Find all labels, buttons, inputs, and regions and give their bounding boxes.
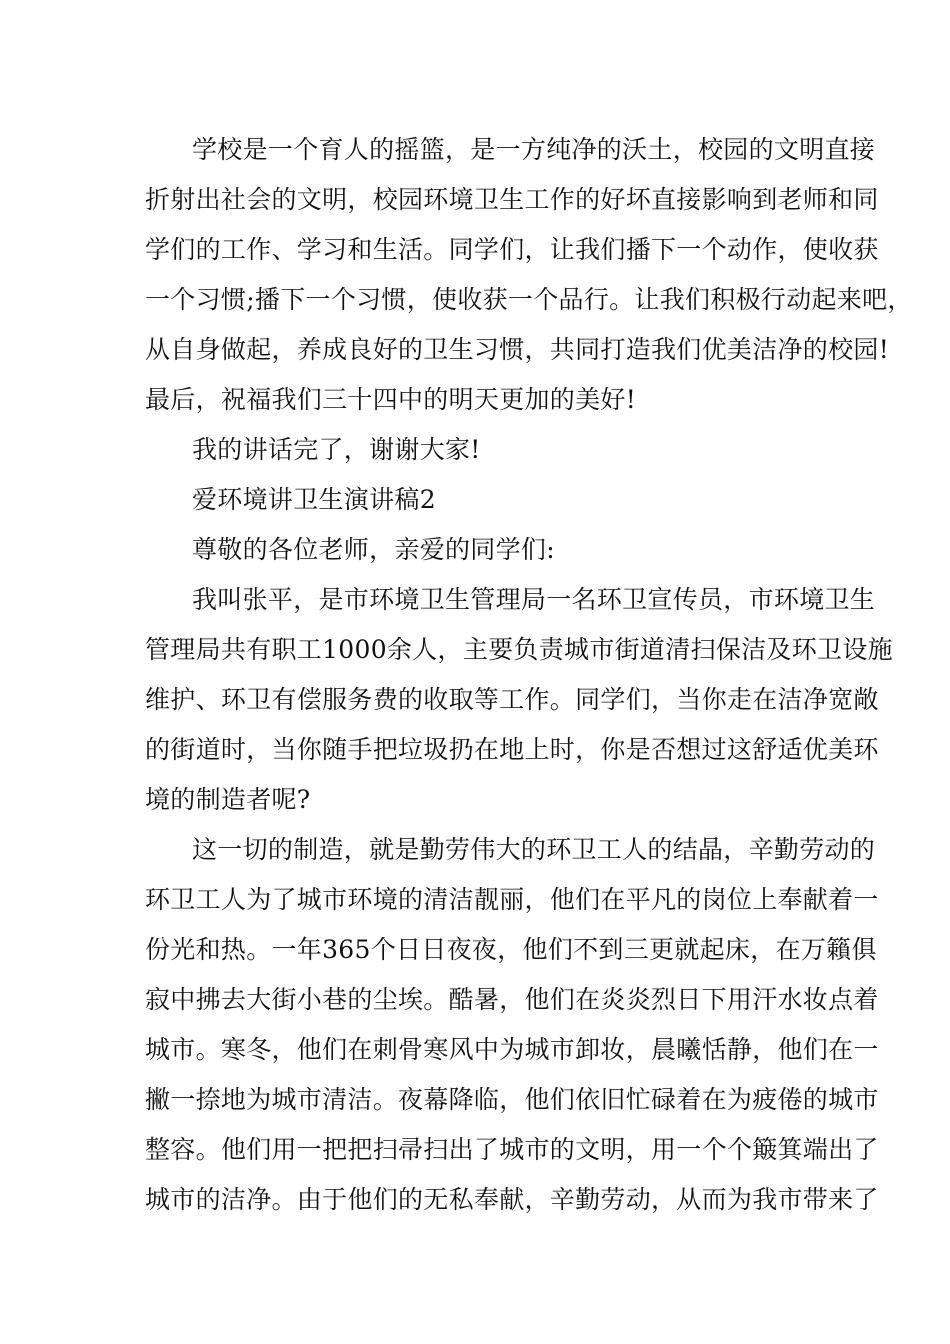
text-line: 环卫工人为了城市环境的清洁靓丽，他们在平凡的岗位上奉献着一 xyxy=(145,885,879,914)
text-line: 城市。寒冬，他们在刺骨寒风中为城市卸妆，晨曦恬静，他们在一 xyxy=(145,1035,879,1064)
text-line: 整容。他们用一把把扫帚扫出了城市的文明，用一个个簸箕端出了 xyxy=(145,1135,879,1164)
text-line: 这一切的制造，就是勤劳伟大的环卫工人的结晶，辛勤劳动的 xyxy=(192,835,876,864)
text-line: 撇一捺地为城市清洁。夜幕降临，他们依旧忙碌着在为疲倦的城市 xyxy=(145,1085,879,1114)
text-line: 折射出社会的文明，校园环境卫生工作的好坏直接影响到老师和同 xyxy=(145,185,879,214)
salutation: 尊敬的各位老师，亲爱的同学们: xyxy=(192,535,555,564)
text-line: 份光和热。一年365个日日夜夜，他们不到三更就起床，在万籟俱 xyxy=(145,935,877,964)
text-line: 学校是一个育人的摇篮，是一方纯净的沃土，校园的文明直接 xyxy=(192,135,876,164)
text-line: 维护、环卫有偿服务费的收取等工作。同学们，当你走在洁净宽敞 xyxy=(145,685,879,714)
text-line: 管理局共有职工1000余人，主要负责城市街道清扫保洁及环卫设施 xyxy=(145,635,893,664)
text-line: 从自身做起，养成良好的卫生习惯，共同打造我们优美洁净的校园! xyxy=(145,335,890,364)
text-line: 的街道时，当你随手把垃圾扔在地上时，你是否想过这舒适优美环 xyxy=(145,735,879,764)
text-line: 我的讲话完了，谢谢大家! xyxy=(192,435,481,464)
section-heading: 爱环境讲卫生演讲稿2 xyxy=(192,485,436,514)
text-line: 最后，祝福我们三十四中的明天更加的美好! xyxy=(145,385,637,414)
text-line: 我叫张平，是市环境卫生管理局一名环卫宣传员，市环境卫生 xyxy=(192,585,876,614)
text-line: 学们的工作、学习和生活。同学们，让我们播下一个动作，使收获 xyxy=(145,235,879,264)
text-line: 城市的洁净。由于他们的无私奉献，辛勤劳动，从而为我市带来了 xyxy=(145,1185,879,1214)
text-line: 寂中拂去大街小巷的尘埃。酷暑，他们在炎炎烈日下用汗水妆点着 xyxy=(145,985,879,1014)
text-line: 一个习惯;播下一个习惯，使收获一个品行。让我们积极行动起来吧， xyxy=(145,285,913,314)
text-line: 境的制造者呢? xyxy=(145,785,311,814)
